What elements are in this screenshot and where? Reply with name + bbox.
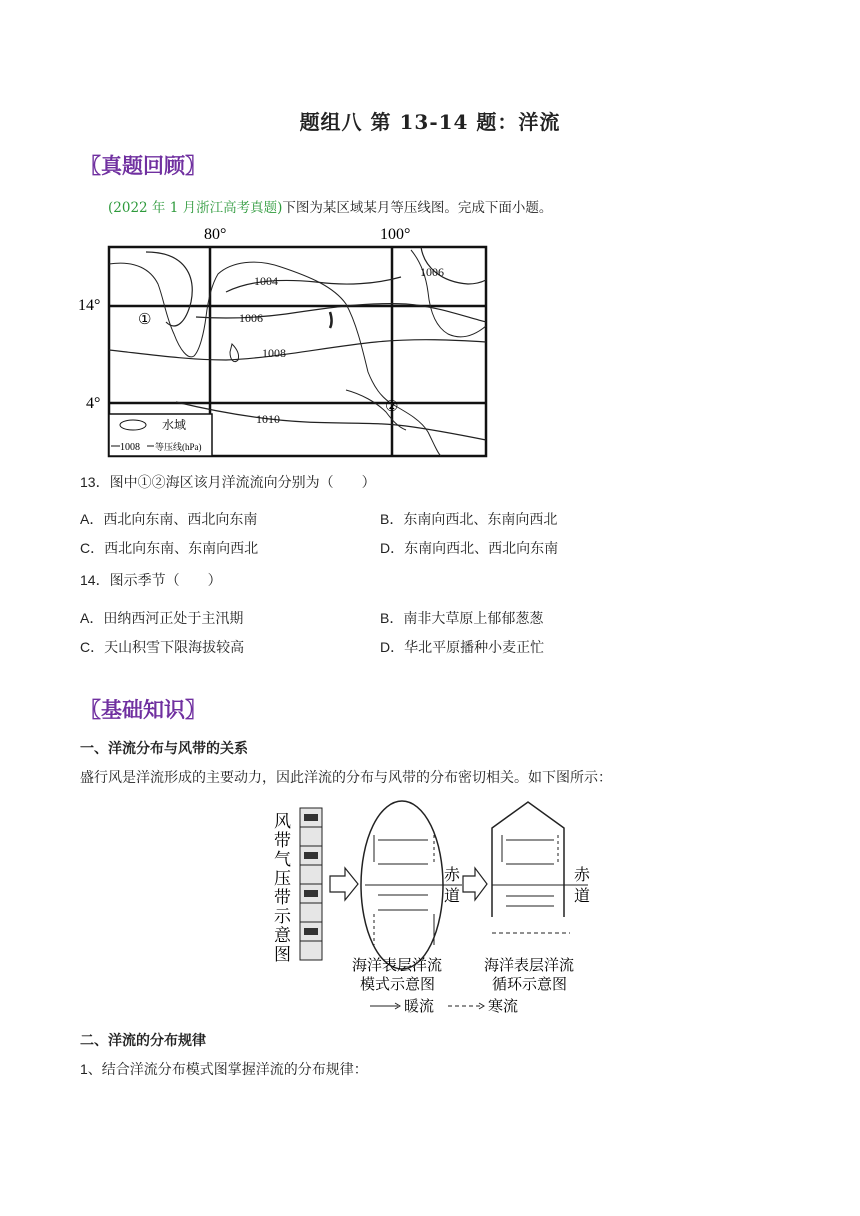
question-intro-text: 下图为某区域某月等压线图。完成下面小题。 [282,200,553,216]
isobar-1008 [109,340,486,360]
isobar-label-1004: 1004 [254,274,278,288]
question-14-option-b[interactable]: B．南非大草原上郁郁葱葱 [380,610,544,626]
svg-text:气: 气 [274,850,291,869]
legend-cold-label: 寒流 [488,999,519,1015]
legend-isobar-label: 等压线(hPa) [155,442,202,452]
question-13-option-d[interactable]: D．东南向西北、西北向东南 [380,540,559,556]
svg-text:带: 带 [274,831,291,850]
marker-2: ② [385,399,399,415]
page-title: 题组八 第 13-14 题：洋流 [299,110,561,134]
section-heading-review: 〖真题回顾〗 [80,154,206,178]
lat-label-4: 4° [86,395,101,412]
isobar-map [76,222,496,462]
equator-label-model-1: 赤 [444,867,461,884]
isobar-1010 [176,402,486,440]
paragraph-wind-belts: 盛行风是洋流形成的主要动力，因此洋流的分布与风带的分布密切相关。如下图所示： [80,769,612,785]
question-14-option-a[interactable]: A．田纳西河正处于主汛期 [80,610,244,626]
lat-label-14: 14° [78,297,101,314]
svg-text:图: 图 [274,945,291,964]
lon-label-80: 80° [204,226,227,243]
question-14-option-d[interactable]: D．华北平原播种小麦正忙 [380,639,545,655]
question-13-option-c[interactable]: C．西北向东南、东南向西北 [80,540,259,556]
model-caption-line1: 海洋表层洋流 [352,958,443,974]
cycle-caption-line1: 海洋表层洋流 [484,958,575,974]
ocean-current-diagram [270,800,600,1020]
current-cycle-shape [492,802,564,917]
model-caption-line2: 模式示意图 [360,977,436,993]
question-source: (2022 年 1 月浙江高考真题) [108,200,283,216]
svg-text:带: 带 [274,888,291,907]
section-heading-basics: 〖基础知识〗 [80,698,206,722]
question-13-option-b[interactable]: B．东南向西北、东南向西北 [380,511,558,527]
isobar-ring [146,252,192,326]
legend-isobar-value: 1008 [120,442,140,453]
cycle-caption-line2: 循环示意图 [492,977,568,993]
equator-label-cycle-1: 赤 [574,867,591,884]
svg-text:风: 风 [274,812,291,831]
legend-warm-label: 暖流 [404,999,435,1015]
arrow-to-cycle [463,868,487,900]
equator-label-cycle-2: 道 [574,888,591,905]
svg-text:示: 示 [274,907,291,926]
question-14-option-c[interactable]: C．天山积雪下限海拔较高 [80,639,245,655]
paragraph-distribution: 1、结合洋流分布模式图掌握洋流的分布规律： [80,1061,368,1077]
legend-water-label: 水域 [162,418,187,432]
isobar-label-1008: 1008 [262,346,286,360]
arrow-to-model [330,868,358,900]
equator-label-model-2: 道 [444,888,461,905]
island-andaman [330,312,332,328]
belt-diagram-label [274,812,292,964]
isobar-label-1006: 1006 [239,311,263,325]
svg-text:压: 压 [274,869,291,888]
isobar-label-1006-ne: 1006 [420,265,444,279]
marker-1: ① [138,312,152,328]
subheading-wind-belts: 一、洋流分布与风带的关系 [80,740,248,756]
question-13-option-a[interactable]: A．西北向东南、西北向东南 [80,511,258,527]
svg-text:意: 意 [274,926,291,945]
lon-label-100: 100° [380,226,411,243]
question-intro [108,196,552,216]
question-13-stem: 13．图中①②海区该月洋流流向分别为（ ） [80,474,376,490]
subheading-distribution: 二、洋流的分布规律 [80,1032,206,1048]
isobar-label-1010: 1010 [256,412,280,426]
coastline-east [411,250,486,337]
question-14-stem: 14．图示季节（ ） [80,572,222,588]
